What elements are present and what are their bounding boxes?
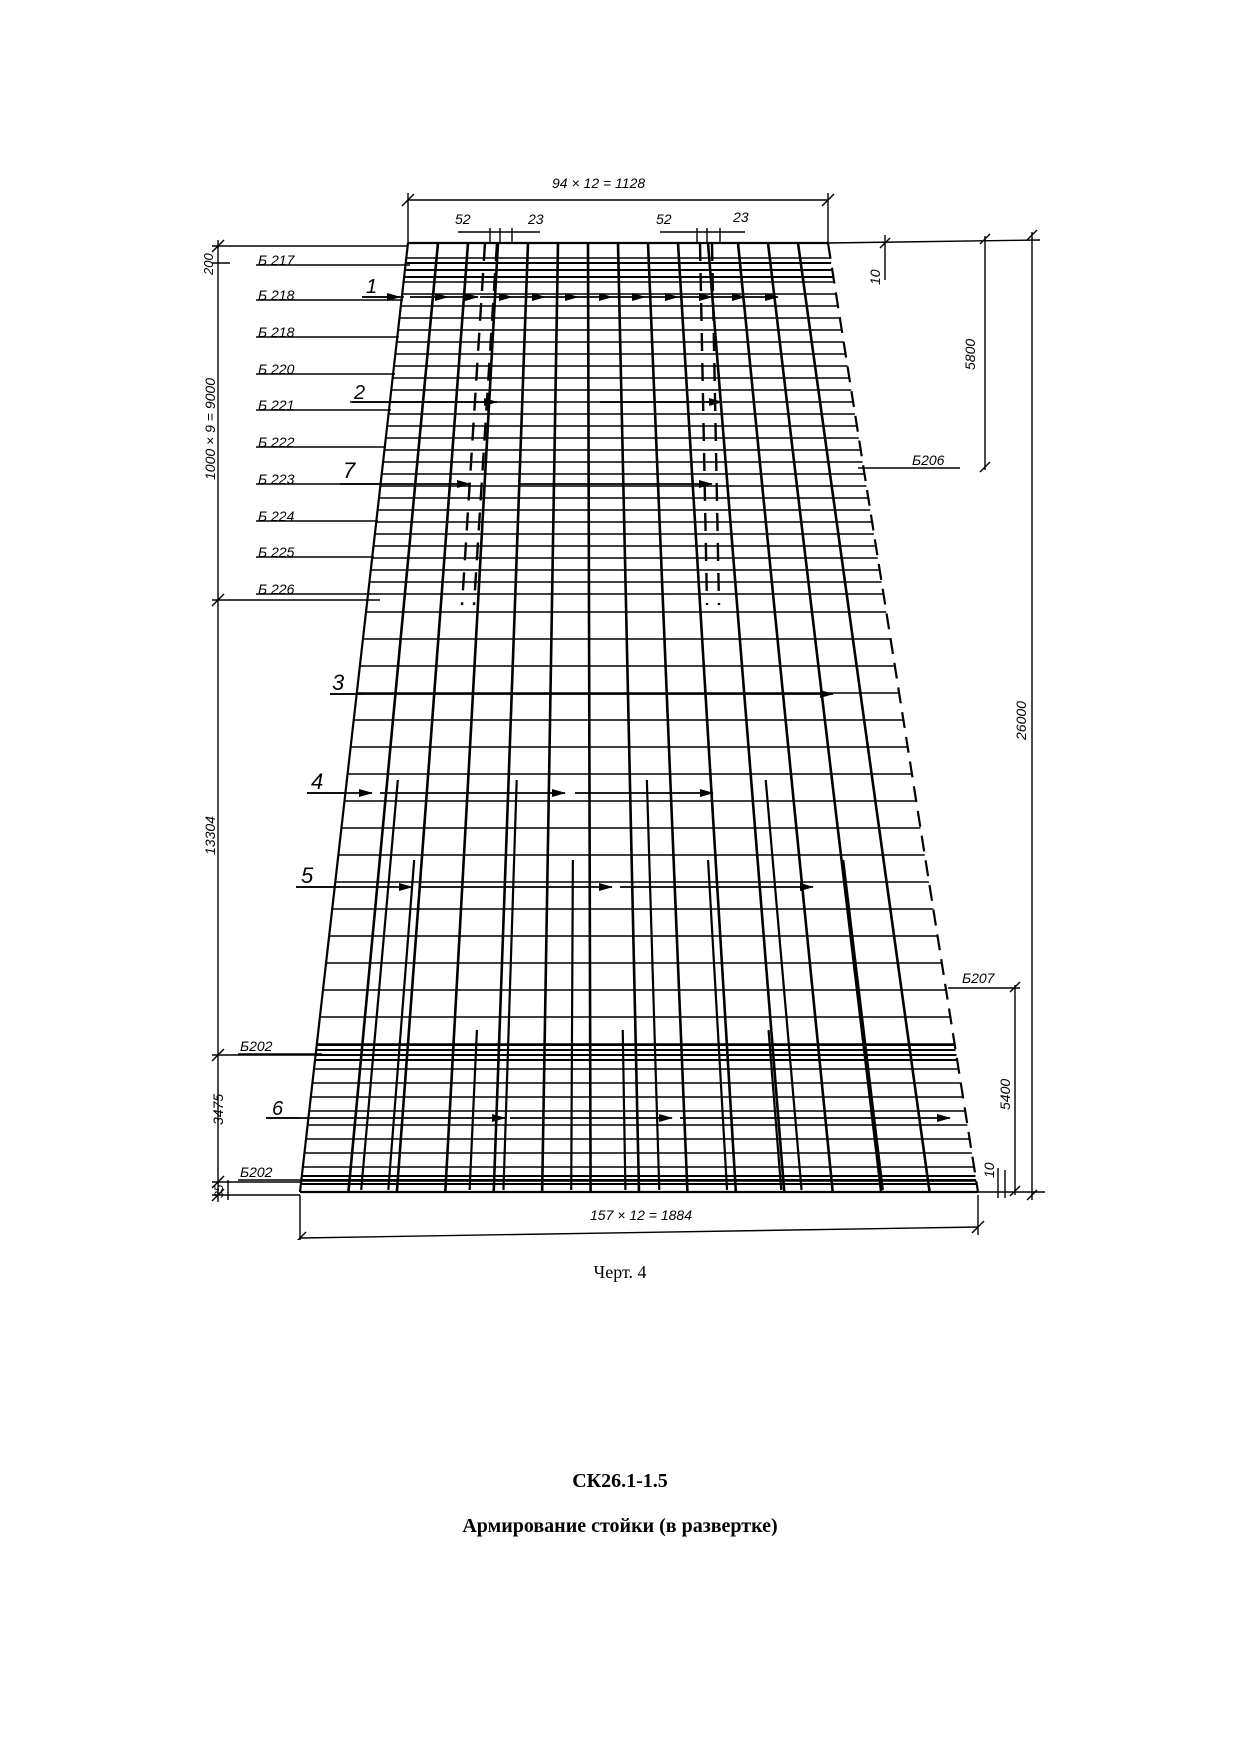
- document-code: СК26.1-1.5: [572, 1470, 668, 1492]
- rebar-arrows: [266, 297, 950, 1118]
- dim-left-200: 200: [201, 253, 216, 275]
- rebar-grid: [301, 243, 977, 1192]
- dim-top-left-52: 52: [455, 211, 471, 227]
- dim-top-left-23: 23: [528, 211, 544, 227]
- dim-right-bottom-10: 10: [981, 1162, 997, 1178]
- dim-top-right-23: 23: [733, 209, 749, 225]
- dim-left-35: 35: [212, 1184, 226, 1198]
- dim-left-middle: 13304: [202, 816, 218, 855]
- position-underlines: [266, 297, 404, 1118]
- mark-b202-lower: Б202: [240, 1164, 273, 1180]
- mark-b226: Б 226: [258, 581, 295, 597]
- dim-right-5400: 5400: [997, 1078, 1013, 1110]
- mark-b206: Б206: [912, 452, 945, 468]
- position-5: 5: [301, 863, 314, 888]
- mark-b202-upper: Б202: [240, 1038, 273, 1054]
- mark-b207: Б207: [962, 970, 995, 986]
- position-3: 3: [332, 670, 345, 695]
- dim-right-26000: 26000: [1013, 701, 1029, 740]
- position-4: 4: [311, 769, 324, 794]
- dim-right-5800: 5800: [962, 338, 978, 370]
- dim-right-top-10: 10: [867, 269, 883, 285]
- position-6: 6: [272, 1098, 284, 1120]
- mark-b224: Б 224: [258, 508, 295, 524]
- mark-b217: Б 217: [258, 252, 295, 268]
- mark-b222: Б 222: [258, 434, 295, 450]
- mark-b223: Б 223: [258, 471, 295, 487]
- mark-b220: Б 220: [258, 361, 295, 377]
- document-title: Армирование стойки (в развертке): [462, 1515, 778, 1537]
- dim-bottom-width: 157 × 12 = 1884: [590, 1207, 692, 1223]
- dim-top-width: 94 × 12 = 1128: [552, 175, 646, 191]
- mark-b218-a: Б 218: [258, 287, 295, 303]
- dim-left-lower: 3475: [210, 1093, 226, 1125]
- position-1: 1: [366, 276, 378, 298]
- mark-b221: Б 221: [258, 397, 295, 413]
- dim-top-right-52: 52: [656, 211, 672, 227]
- additional-bar: [647, 780, 659, 1190]
- mark-b225: Б 225: [258, 544, 295, 560]
- additional-bar: [766, 780, 802, 1190]
- mark-b218-b: Б 218: [258, 324, 295, 340]
- figure-caption: Черт. 4: [593, 1262, 647, 1282]
- dim-left-upper: 1000 × 9 = 9000: [202, 378, 218, 480]
- position-2: 2: [354, 382, 366, 404]
- drawing-labels: [201, 175, 1029, 1223]
- position-7: 7: [343, 458, 356, 483]
